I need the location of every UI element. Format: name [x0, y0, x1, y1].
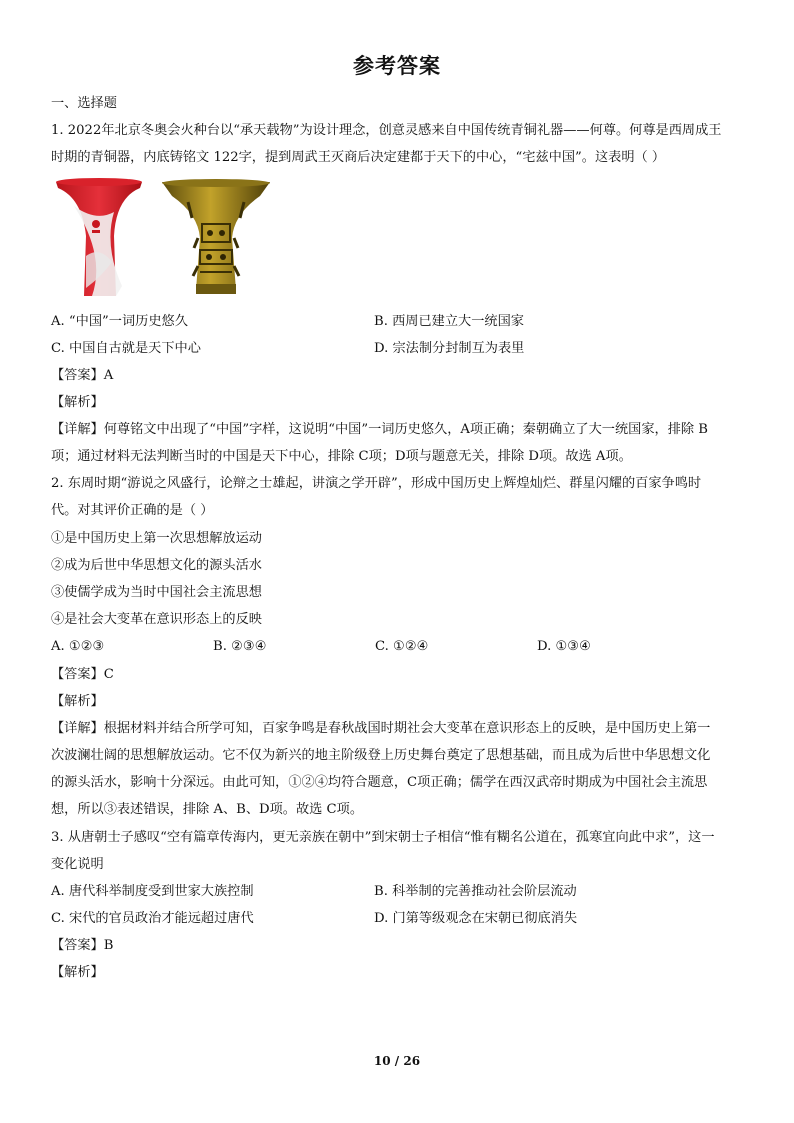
he-zun-illustration: [160, 178, 272, 298]
q2-option-b: B. ②③④: [213, 639, 267, 654]
q3-option-a: A. 唐代科举制度受到世家大族控制: [51, 884, 254, 899]
q2-statement-2: ②成为后世中华思想文化的源头活水: [51, 558, 262, 573]
q1-option-a: A. “中国”一词历史悠久: [51, 314, 188, 329]
q1-option-d: D. 宗法制分封制互为表里: [374, 341, 525, 356]
page-number: 10 / 26: [373, 1054, 421, 1068]
q1-analysis-label: 【解析】: [51, 395, 104, 410]
bronze-he-zun-image: [160, 178, 272, 298]
q3-option-b: B. 科举制的完善推动社会阶层流动: [374, 884, 577, 899]
q2-option-c: C. ①②④: [375, 639, 429, 654]
q2-statement-3: ③使儒学成为当时中国社会主流思想: [51, 585, 262, 600]
q1-detail-line-2: 项；通过材料无法判断当时的中国是天下中心，排除 C项；D项与题意无关，排除 D项。故选 A项。: [51, 449, 632, 464]
q2-analysis-label: 【解析】: [51, 694, 104, 709]
q3-option-c: C. 宋代的官员政治才能远超过唐代: [51, 911, 254, 926]
olympic-cauldron-image: [52, 176, 146, 298]
q3-stem-line-1: 3. 从唐朝士子感叹“空有篇章传海内，更无亲族在朝中”到宋朝士子相信“惟有糊名公道在，孤寒宜向此中求”，这一: [51, 830, 715, 845]
q2-option-a: A. ①②③: [51, 639, 105, 654]
q2-statement-4: ④是社会大变革在意识形态上的反映: [51, 612, 262, 627]
q1-stem-line-1: 1. 2022年北京冬奥会火种台以“承天载物”为设计理念，创意灵感来自中国传统青铜礼器——何尊。何尊是西周成王: [51, 123, 722, 138]
q2-option-d: D. ①③④: [537, 639, 591, 654]
q2-stem-line-1: 2. 东周时期“游说之风盛行，论辩之士雄起，讲演之学开辟”，形成中国历史上辉煌灿烂、群星闪耀的百家争鸣时: [51, 476, 702, 491]
q3-analysis-label: 【解析】: [51, 965, 104, 980]
q1-option-c: C. 中国自古就是天下中心: [51, 341, 201, 356]
q3-stem-line-2: 变化说明: [51, 857, 104, 872]
q2-answer: 【答案】C: [51, 667, 114, 682]
cauldron-illustration: [52, 176, 146, 298]
q2-stem-line-2: 代。对其评价正确的是（ ）: [51, 503, 214, 518]
q1-answer: 【答案】A: [51, 368, 114, 383]
q1-stem-line-2: 时期的青铜器，内底铸铭文 122字，提到周武王灭商后决定建都于天下的中心，“宅兹中国”。这表明（ ）: [51, 150, 666, 165]
q1-option-b: B. 西周已建立大一统国家: [374, 314, 524, 329]
page-title: 参考答案: [353, 54, 441, 78]
q2-detail-line-2: 次波澜壮阔的思想解放运动。它不仅为新兴的地主阶级登上历史舞台奠定了思想基础，而且成为后世中华思想文化: [51, 748, 711, 763]
q3-answer: 【答案】B: [51, 938, 114, 953]
q2-detail-line-3: 的源头活水，影响十分深远。由此可知，①②④均符合题意，C项正确；儒学在西汉武帝时期成为中国社会主流思: [51, 775, 708, 790]
q2-statement-1: ①是中国历史上第一次思想解放运动: [51, 531, 262, 546]
section-heading: 一、选择题: [51, 96, 117, 111]
q2-detail-line-1: 【详解】根据材料并结合所学可知，百家争鸣是春秋战国时期社会大变革在意识形态上的反映，是中国历史上第一: [51, 721, 711, 736]
q1-detail-line-1: 【详解】何尊铭文中出现了“中国”字样，这说明“中国”一词历史悠久，A项正确；秦朝确立了大一统国家，排除 B: [51, 422, 708, 437]
q3-option-d: D. 门第等级观念在宋朝已彻底消失: [374, 911, 578, 926]
q2-detail-line-4: 想，所以③表述错误，排除 A、B、D项。故选 C项。: [51, 802, 364, 817]
